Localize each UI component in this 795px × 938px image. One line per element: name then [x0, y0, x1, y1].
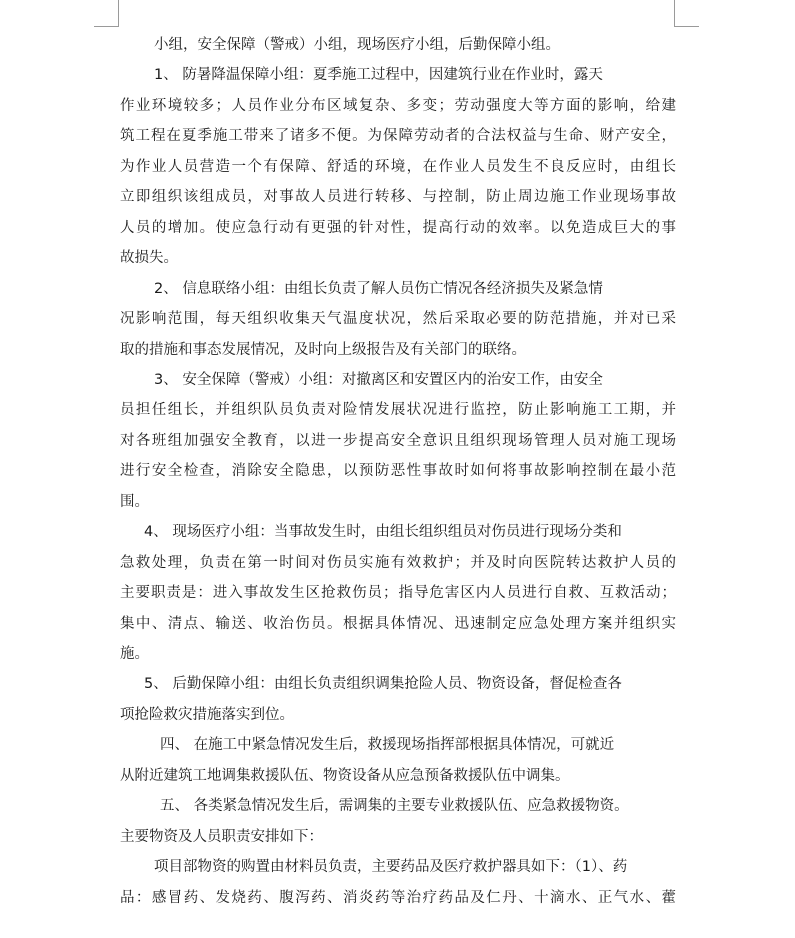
text-line: 作业环境较多；人员作业分布区域复杂、多变；劳动强度大等方面的影响，给建 — [120, 97, 676, 114]
text-line: 项目部物资的购置由材料员负责，主要药品及医疗救护器具如下：（1）、药 — [154, 859, 628, 876]
text-line: 主要物资及人员职责安排如下： — [120, 828, 323, 845]
text-line: 4、 现场医疗小组：当事故发生时，由组长组织组员对伤员进行现场分类和 — [144, 524, 622, 541]
text-line: 品：感冒药、发烧药、腹泻药、消炎药等治疗药品及仁丹、十滴水、正气水、藿 — [120, 889, 676, 906]
text-line: 5、 后勤保障小组：由组长负责组织调集抢险人员、物资设备，督促检查各 — [144, 676, 622, 693]
text-line: 小组，安全保障（警戒）小组，现场医疗小组，后勤保障小组。 — [154, 37, 560, 53]
text-line: 2、 信息联络小组：由组长负责了解人员伤亡情况各经济损失及紧急情 — [154, 280, 603, 297]
text-line: 五、 各类紧急情况发生后，需调集的主要专业救援队伍、应急救援物资。 — [160, 798, 629, 815]
text-line: 为作业人员营造一个有保障、舒适的环境，在作业人员发生不良反应时，由组长 — [120, 158, 676, 175]
text-line: 集中、清点、输送、收治伤员。根据具体情况、迅速制定应急处理方案并组织实 — [120, 615, 676, 632]
page-corner-mark-top-right — [674, 0, 675, 26]
text-line: 况影响范围，每天组织收集天气温度状况，然后采取必要的防范措施，并对已采 — [120, 311, 676, 328]
text-line: 从附近建筑工地调集救援队伍、物资设备从应急预备救援队伍中调集。 — [120, 767, 570, 784]
text-line: 立即组织该组成员，对事故人员进行转移、与控制，防止周边施工作业现场事故 — [120, 189, 676, 206]
text-line: 筑工程在夏季施工带来了诸多不便。为保障劳动者的合法权益与生命、财产安全， — [120, 128, 676, 145]
page-corner-mark-top-left — [94, 26, 119, 27]
text-line: 项抢险救灾措施落实到位。 — [120, 706, 294, 723]
text-line: 故损失。 — [120, 250, 178, 267]
text-line: 施。 — [120, 646, 149, 662]
text-line: 主要职责是：进入事故发生区抢救伤员；指导危害区内人员进行自救、互救活动； — [120, 585, 676, 602]
text-line: 进行安全检查，消除安全隐患，以预防恶性事故时如何将事故影响控制在最小范 — [120, 463, 676, 480]
text-line: 员担任组长，并组织队员负责对险情发展状况进行监控，防止影响施工工期，并 — [120, 402, 676, 419]
text-line: 1、 防暑降温保障小组：夏季施工过程中，因建筑行业在作业时，露天 — [154, 67, 603, 84]
text-line: 对各班组加强安全教育，以进一步提高安全意识且组织现场管理人员对施工现场 — [120, 432, 676, 449]
text-line: 取的措施和事态发展情况，及时向上级报告及有关部门的联络。 — [120, 341, 526, 358]
text-line: 人员的增加。使应急行动有更强的针对性，提高行动的效率。以免造成巨大的事 — [120, 219, 676, 236]
text-line: 围。 — [120, 493, 149, 510]
text-line: 四、 在施工中紧急情况发生后，救援现场指挥部根据具体情况，可就近 — [160, 737, 615, 754]
text-line: 急救处理，负责在第一时间对伤员实施有效救护；并及时向医院转达救护人员的 — [120, 554, 676, 571]
text-line: 3、 安全保障（警戒）小组：对撤离区和安置区内的治安工作，由安全 — [154, 371, 603, 388]
page-corner-mark-top-right — [674, 26, 699, 27]
page-corner-mark-top-left — [118, 0, 119, 26]
